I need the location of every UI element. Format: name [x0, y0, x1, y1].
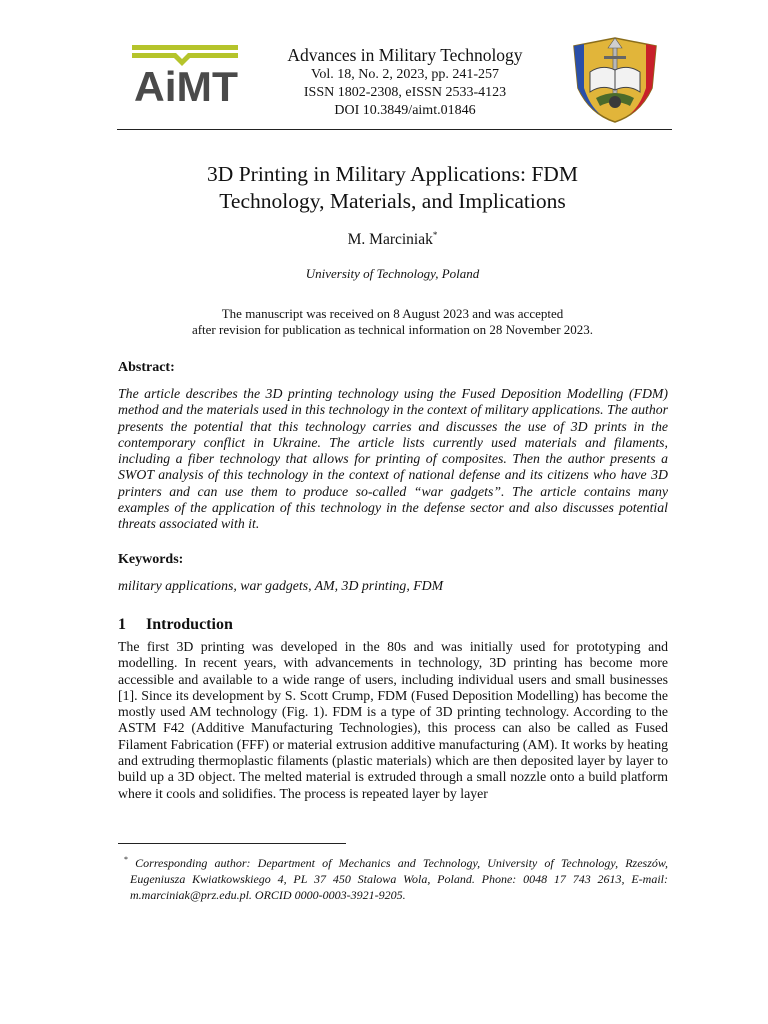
footnote-mark: * — [124, 855, 128, 864]
manuscript-dates — [117, 306, 668, 338]
keywords-text: military applications, war gadgets, AM, 3D printing, FDM — [118, 578, 444, 593]
article-title — [117, 161, 668, 215]
keywords-heading: Keywords: — [118, 552, 184, 567]
abstract-heading: Abstract: — [118, 360, 175, 375]
journal-info — [260, 44, 550, 120]
footnote-text: Corresponding author: Department of Mechanics and Technology, University of Technology, Rzeszów, Eugeniusza Kwiatkowskiego 4, PL 37 450 Stalowa Wola, Poland. Phone: 0048 17 743 2613, E-mail: m.marciniak@prz.edu.pl. ORCID 0000-0003-3921-9205. — [130, 856, 668, 902]
header-divider — [117, 129, 672, 130]
article-title-line-2: Technology, Materials, and Implications — [219, 189, 566, 213]
section-number: 1 — [118, 616, 126, 633]
footnote-divider — [118, 843, 346, 844]
footnote — [118, 852, 668, 903]
article-author — [117, 230, 668, 249]
section-heading — [118, 616, 233, 634]
received-line-1: The manuscript was received on 8 August 2023 and was accepted — [221, 306, 564, 321]
university-shield-emblem-icon — [570, 36, 660, 124]
journal-doi: DOI 10.3849/aimt.01846 — [334, 103, 476, 118]
journal-volume: Vol. 18, No. 2, 2023, pp. 241-257 — [311, 67, 499, 82]
aimt-logo-text: AiMT — [134, 63, 239, 105]
aimt-logo — [132, 45, 240, 105]
received-line-2: after revision for publication as technical information on 28 November 2023. — [191, 322, 594, 337]
section-title: Introduction — [146, 616, 233, 633]
journal-title: Advances in Military Technology — [287, 45, 523, 65]
introduction-text: The first 3D printing was developed in the 80s and was initially used for prototyping and modelling. In recent years, with advancements in technology, 3D printing has become more accessible and available to a wide range of users, including individual users and small businesses [1]. Since its development by S. Scott Crump, FDM (Fused Deposition Modelling) has become the mostly used AM technology (Fig. 1). FDM is a type of 3D printing technology. According to the ASTM F42 (Additive Manufacturing Technologies), this process can also be called as Fused Filament Fabrication (FFF) or material extrusion additive manufacturing (AM). It works by heating and extruding thermoplastic filaments (plastic materials) which are then deposited layer by layer to build up a 3D object. The melted material is extruded through a small nozzle onto a build platform where it cools and solidifies. The process is repeated layer by layer — [118, 639, 668, 801]
abstract-text: The article describes the 3D printing technology using the Fused Deposition Modelling (FDM) method and the materials used in this technology in the context of military applications. The author presents the potential that this technology carries and discusses the use of 3D prints in the contemporary conflict in Ukraine. The article lists currently used materials and filaments, including a fiber technology that allows for printing of composites. Then the author presents a SWOT analysis of this technology in the context of national defense and its citizens who have 3D printers and can use them to produce so-called “war gadgets”. The article contains many examples of the application of this technology in the defense sector and also discusses potential threats associated with it. — [118, 386, 668, 532]
journal-issn: ISSN 1802-2308, eISSN 2533-4123 — [303, 85, 507, 100]
author-footnote-mark: * — [432, 230, 438, 240]
author-affiliation: University of Technology, Poland — [305, 266, 480, 281]
article-title-line-1: 3D Printing in Military Applications: FDM — [207, 162, 578, 186]
author-name: M. Marciniak — [347, 231, 433, 249]
